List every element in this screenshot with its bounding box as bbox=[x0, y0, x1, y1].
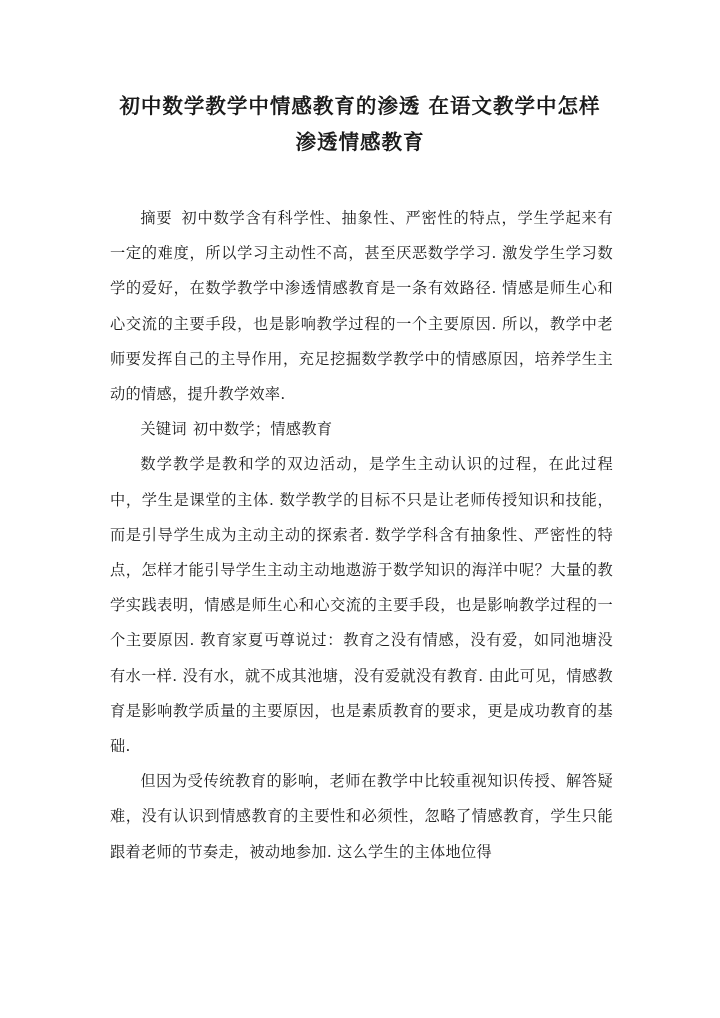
title-line-2: 渗透情感教育 bbox=[295, 130, 425, 154]
keywords-label: 关键词 bbox=[140, 420, 187, 439]
abstract-text: 初中数学含有科学性、抽象性、严密性的特点，学生学起来有一定的难度，所以学习主动性不高，甚至厌恶数学学习. 激发学生学习数学的爱好，在数学教学中渗透情感教育是一条有效路径. 情感是师生心和心交流的主要手段，也是影响教学过程的一个主要原因. 所以，教学中老师要发挥自己的主导作用，充足挖掘数学教学中的情感原因，培养学生主动的情感，提升教学效率. bbox=[110, 209, 613, 404]
abstract-label: 摘要 bbox=[140, 209, 173, 227]
document-body bbox=[110, 201, 613, 870]
document-title bbox=[60, 88, 660, 160]
body-paragraph-2: 但因为受传统教育的影响，老师在教学中比较重视知识传授、解答疑难，没有认识到情感教育的主要性和必须性，忽略了情感教育，学生只能跟着老师的节奏走，被动地参加. 这么学生的主体地位得 bbox=[110, 772, 613, 861]
body-paragraph-1: 数学教学是教和学的双边活动，是学生主动认识的过程，在此过程中，学生是课堂的主体. 数学教学的目标不只是让老师传授知识和技能，而是引导学生成为主动主动的探索者. 数学学科含有抽象性、严密性的特点，怎样才能引导学生主动主动地遨游于数学知识的海洋中呢？大量的教学实践表明，情感是师生心和心交流的主要手段，也是影响教学过程的一个主要原因. 教育家夏丏尊说过：教育之没有情感，没有爱，如同池塘没有水一样. 没有水，就不成其池塘，没有爱就没有教育. 由此可见，情感教育是影响教学质量的主要原因，也是素质教育的要求，更是成功教育的基础. bbox=[110, 455, 613, 756]
title-line-1: 初中数学教学中情感教育的渗透 在语文教学中怎样 bbox=[119, 94, 601, 118]
keywords-text: 初中数学；情感教育 bbox=[192, 420, 333, 439]
keywords-line bbox=[110, 412, 613, 447]
abstract-paragraph bbox=[110, 201, 613, 412]
